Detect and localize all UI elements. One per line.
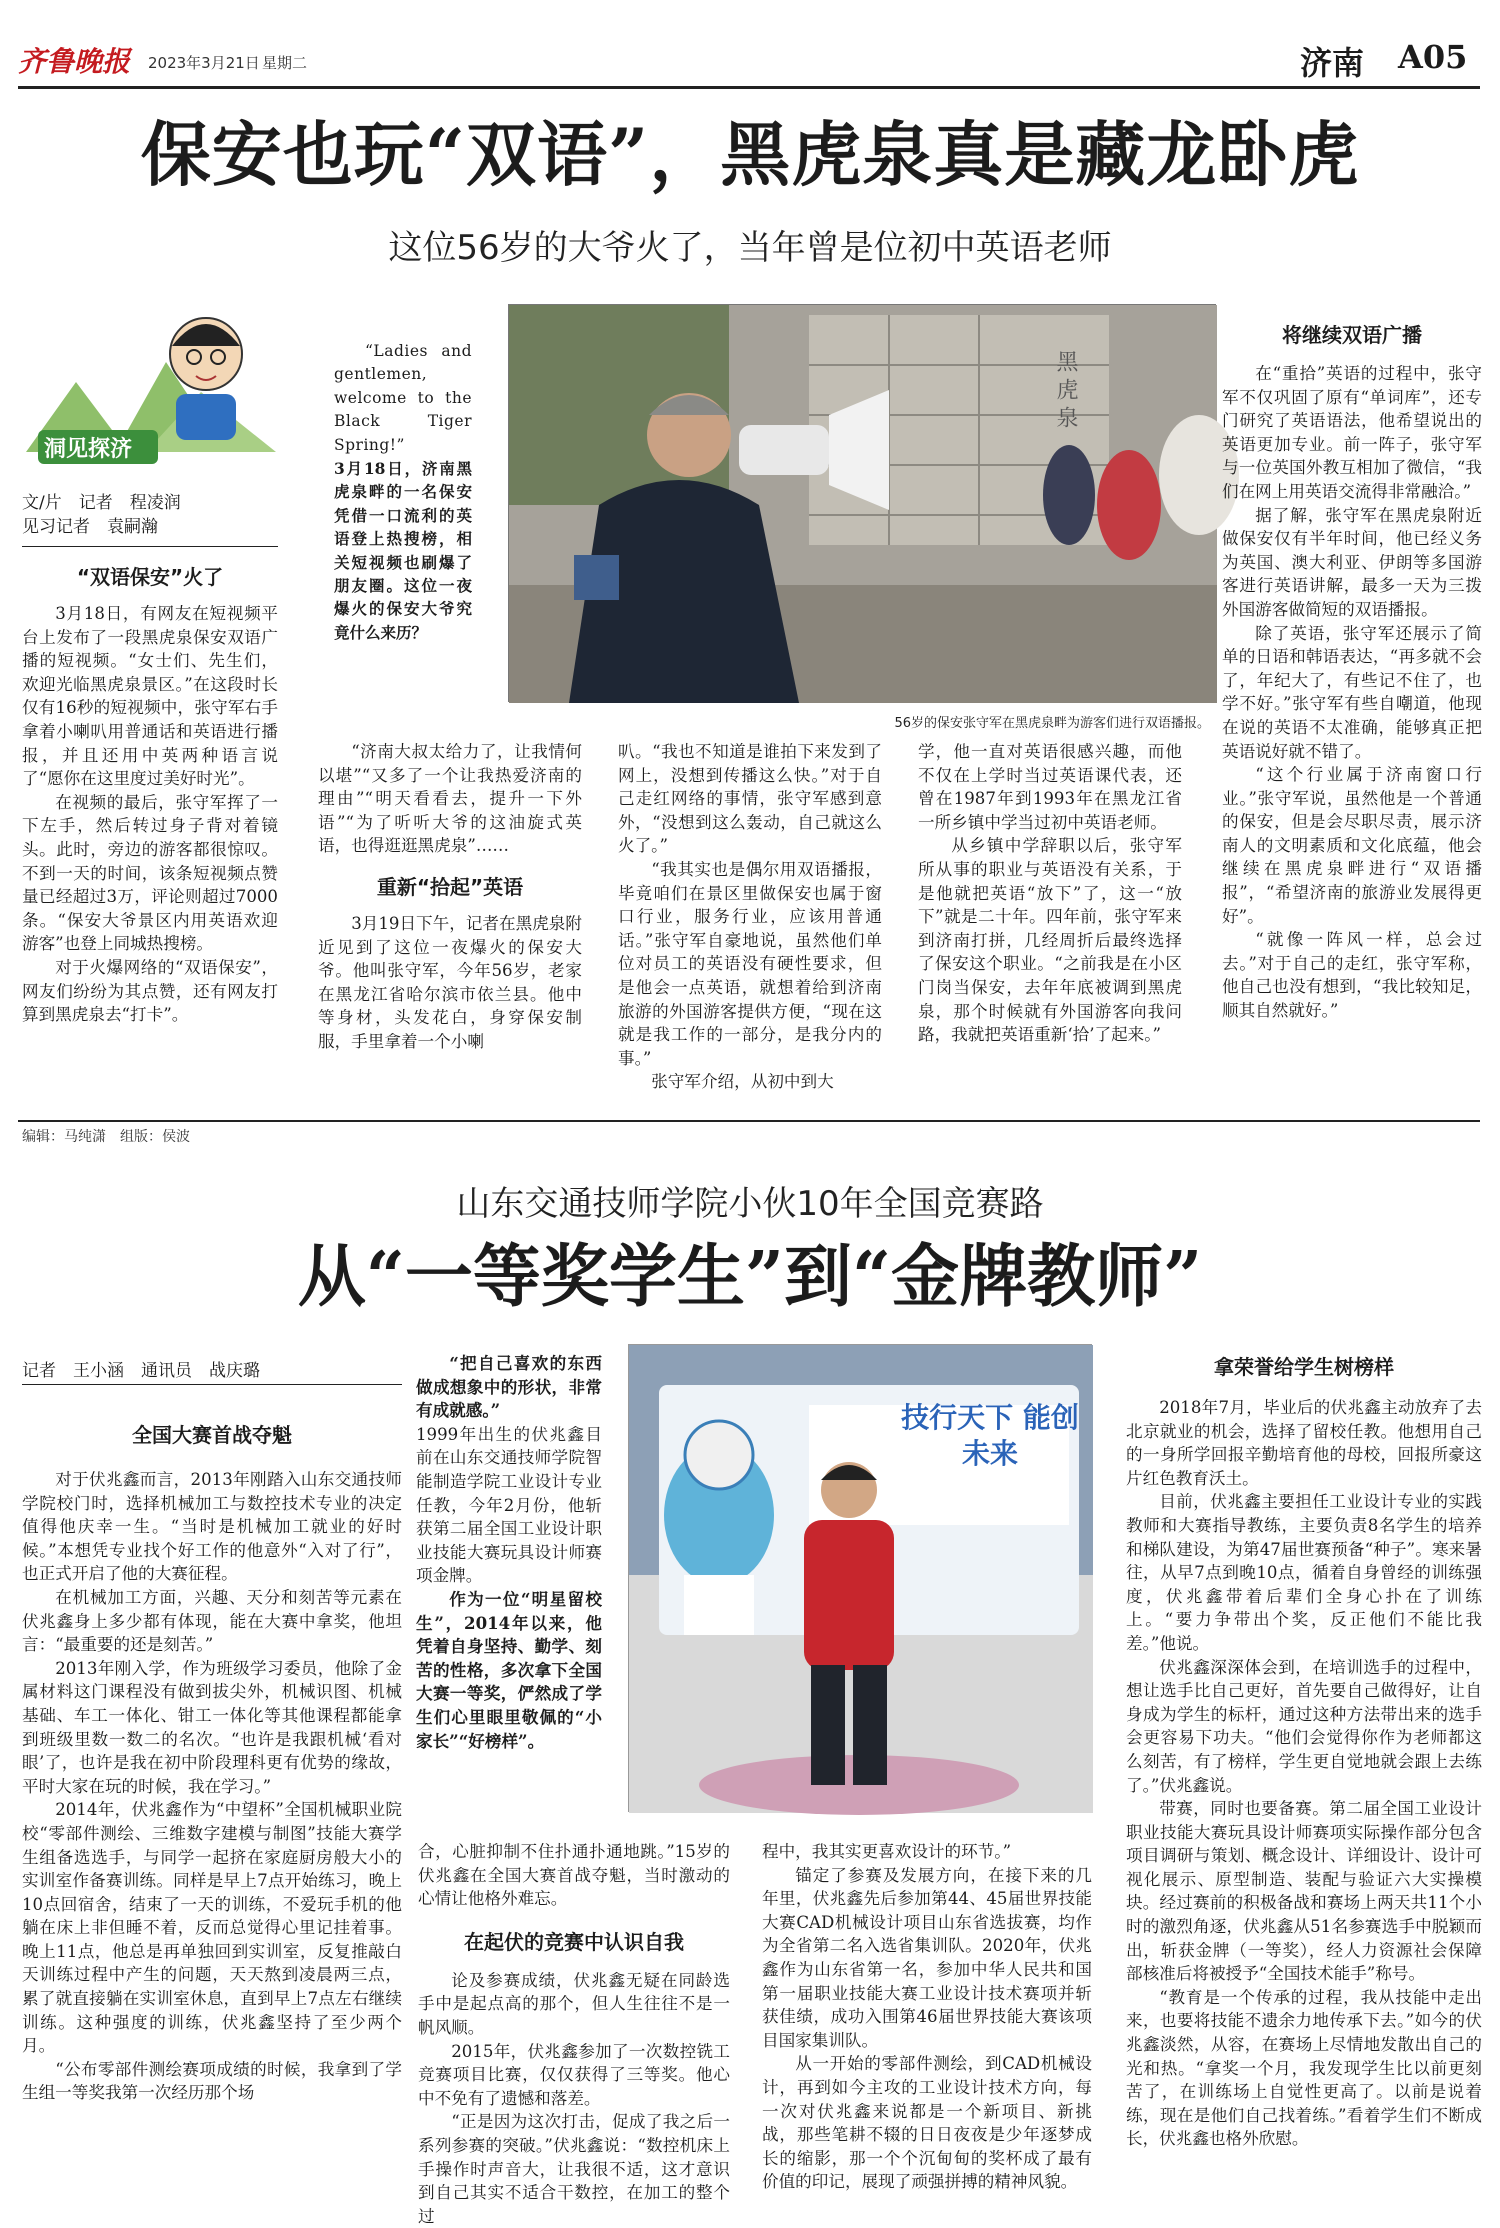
article2-headline: 从“一等奖学生”到“金牌教师” — [297, 1237, 1203, 1317]
section-title: 在起伏的竞赛中认识自我 — [464, 1929, 684, 1954]
lead-english: “Ladies and gentlemen, welcome to the Black Tiger Spring!” — [334, 342, 472, 454]
photo-banner-text: 技行天下 能创未来 — [901, 1401, 1079, 1470]
section-title: 将继续双语广播 — [1282, 323, 1422, 347]
paragraph: 目前，伏兆鑫主要担任工业设计专业的实践教师和大赛指导教练，主要负责8名学生的培养和梯队建设，为第47届世赛预备“种子”。寒来暑往，从早7点到晚10点，循着自身曾经的训练强度，伏兆鑫带着后辈们全身心扑在了训练上。“要力争带出个奖，反正他们不能比我差。”他说。 — [1126, 1492, 1482, 1653]
byline-rule-2 — [22, 1384, 402, 1385]
paragraph: 2013年刚入学，作为班级学习委员，他除了金属材料这门课程没有做到拔尖外，机械识图、机械基础、车工一体化、钳工一体化等其他课程都能拿到班级里数一数二的名次。“也许是我跟机械‘看对眼’了，也许是我在初中阶段理科更有优势的缘故，平时大家在玩的时候，我在学习。” — [22, 1658, 402, 1796]
lead-summary: 作为一位“明星留校生”，2014年以来，他凭着自身坚持、勤学、刻苦的性格，多次拿下全国大赛一等奖，俨然成了学生们心里眼里敬佩的“小家长”“好榜样”。 — [416, 1588, 602, 1751]
paragraph: 3月18日，有网友在短视频平台上发布了一段黑虎泉保安双语广播的短视频。“女士们、先生们，欢迎光临黑虎泉景区。”在这段时长仅有16秒的短视频中，张守军右手拿着小喇叭用普通话和英语进行播报，并且还用中英两种语言说了“愿你在这里度过美好时光”。 — [22, 604, 278, 789]
issue-weekday: 星期二 — [262, 54, 308, 72]
lead-intro: 1999年出生的伏兆鑫目前在山东交通技师学院智能制造学院工业设计专业任教，今年2月份，他斩获第二届全国工业设计职业技能大赛玩具设计师赛项金牌。 — [416, 1424, 602, 1586]
paragraph: 程中，我其实更喜欢设计的环节。” — [762, 1842, 1012, 1861]
byline-rule — [22, 546, 278, 547]
paragraph: 对于伏兆鑫而言，2013年刚踏入山东交通技师学院校门时，选择机械加工与数控技术专业的决定值得他庆幸一生。“当时是机械加工就业的好时候。”本想凭专业找个好工作的他意外“入对了行”，也正式开启了他的大赛征程。 — [22, 1470, 402, 1584]
photo-sign-text: 黑虎泉 — [1053, 350, 1078, 434]
paragraph: 锚定了参赛及发展方向，在接下来的几年里，伏兆鑫先后参加第44、45届世界技能大赛CAD机械设计项目山东省选拔赛，均作为全省第二名入选省集训队。2020年，伏兆鑫作为山东省第一名，参加中华人民共和国第一届职业技能大赛工业设计技术赛项并斩获佳绩，成功入围第46届世界技能大赛该项目国家集训队。 — [762, 1865, 1092, 2050]
paragraph: 据了解，张守军在黑虎泉附近做保安仅有半年时间，他已经义务为英国、澳大利亚、伊朗等多国游客进行英语讲解，最多一天为三拨外国游客做简短的双语播报。 — [1222, 505, 1482, 619]
paragraph: “就像一阵风一样，总会过去。”对于自己的走红，张守军称，他自己也没有想到，“我比较知足，顺其自然就好。” — [1222, 930, 1482, 1021]
paragraph: “济南大叔太给力了，让我情何以堪”“又多了一个让我热爱济南的理由”“明天看看去，提升一下外语”“为了听听大爷的这油旋式英语，也得逛逛黑虎泉”…… — [318, 742, 582, 856]
paragraph: “我其实也是偶尔用双语播报，毕竟咱们在景区里做保安也属于窗口行业，服务行业，应该用普通话。”张守军自豪地说，虽然他们单位对员工的英语没有硬性要求，但是他会一点英语，就想着给到济南旅游的外国游客提供方便，“现在这就是我工作的一部分，是我分内的事。” — [618, 859, 882, 1068]
article2-lead — [416, 1352, 602, 1832]
byline-reporter: 文/片 记者 程凌润 — [22, 493, 181, 513]
article1-column-5 — [1222, 320, 1482, 1110]
paragraph: 2018年7月，毕业后的伏兆鑫主动放弃了去北京就业的机会，选择了留校任教。他想用自己的一身所学回报辛勤培育他的母校，回报所豪这片红色教育沃土。 — [1126, 1398, 1482, 1488]
byline-intern: 见习记者 袁嗣瀚 — [22, 517, 158, 537]
article2-column-4 — [1126, 1352, 1482, 2202]
photo-caption: 56岁的保安张守军在黑虎泉畔为游客们进行双语播报。 — [894, 716, 1210, 731]
lead-quote: “把自己喜欢的东西做成想象中的形状，非常有成就感。” — [416, 1353, 602, 1421]
article-divider — [18, 1120, 1480, 1122]
paragraph: 在机械加工方面，兴趣、天分和刻苦等元素在伏兆鑫身上多少都有体现，能在大赛中拿奖，他坦言：“最重要的还是刻苦。” — [22, 1587, 402, 1655]
section-title: 拿荣誉给学生树榜样 — [1214, 1355, 1394, 1379]
paragraph: 论及参赛成绩，伏兆鑫无疑在同龄选手中是起点高的那个，但人生往往不是一帆风顺。 — [418, 1970, 730, 2037]
article1-photo — [508, 304, 1216, 702]
issue-date: 2023年3月21日 — [148, 54, 260, 72]
article1-lead — [334, 340, 472, 680]
paragraph: 伏兆鑫深深体会到，在培训选手的过程中，想让选手比自己更好，首先要自己做得好，让自身成为学生的标杆，通过这种方法带出来的选手会更容易下功夫。“他们会觉得你作为老师都这么刻苦，有了榜样，学生更自觉地就会跟上去练了。”伏兆鑫说。 — [1126, 1657, 1482, 1795]
paragraph: “教育是一个传承的过程，我从技能中走出来，也要将技能不遗余力地传承下去。”如今的伏兆鑫淡然，从容，在赛场上尽情地发散出自己的光和热。“拿奖一个月，我发现学生比以前更刻苦了，在训练场上自觉性更高了。以前是说着练，现在是他们自己找着练。”看着学生们不断成长，伏兆鑫也格外欣慰。 — [1126, 1987, 1482, 2149]
paragraph: 从一开始的零部件测绘，到CAD机械设计，再到如今主攻的工业设计技术方向，每一次对伏兆鑫来说都是一个新项目、新挑战，那些笔耕不辍的日日夜夜是少年逐梦成长的缩影，那一个个沉甸甸的奖杯成了最有价值的印记，展现了顽强拼搏的精神风貌。 — [762, 2054, 1092, 2192]
paragraph: 除了英语，张守军还展示了简单的日语和韩语表达，“再多就不会了，年纪大了，有些记不住了，也学不好。”张守军有些自嘲道，他现在说的英语不太准确，能够真正把英语说好就不错了。 — [1222, 623, 1482, 761]
article1-subheadline: 这位56岁的大爷火了，当年曾是位初中英语老师 — [388, 228, 1112, 268]
article1-column-3 — [618, 740, 882, 1108]
article2-byline: 记者 王小涵 通讯员 战庆璐 — [22, 1361, 260, 1381]
article2-kicker: 山东交通技师学院小伙10年全国竞赛路 — [456, 1184, 1044, 1224]
paragraph: 合，心脏抑制不住扑通扑通地跳。”15岁的伏兆鑫在全国大赛首战夺魁，当时激动的心情让他格外难忘。 — [418, 1842, 730, 1909]
section-title: 全国大赛首战夺魁 — [132, 1423, 292, 1447]
paragraph: 2014年，伏兆鑫作为“中望杯”全国机械职业院校“零部件测绘、三维数字建模与制图”技能大赛学生组备选选手，与同学一起挤在家庭厨房般大小的实训室作备赛训练。同样是早上7点开始练习，晚上10点回宿舍，结束了一天的训练，不爱玩手机的他躺在床上非但睡不着，反而总觉得心里记挂着事。晚上11点，他总是再单独回到实训室，反复推敲白天训练过程中产生的问题，天天熬到凌晨两三点，累了就直接躺在实训室休息，直到早上7点左右继续训练。这种强度的训练，伏兆鑫坚持了至少两个月。 — [22, 1800, 402, 2056]
article1-column-4 — [918, 740, 1182, 1108]
paragraph: 3月19日下午，记者在黑虎泉附近见到了这位一夜爆火的保安大爷。他叫张守军，今年56岁，老家在黑龙江省哈尔滨市依兰县。他中等身材，头发花白，身穿保安制服，手里拿着一个小喇 — [318, 913, 582, 1051]
header-rule — [18, 86, 1480, 89]
page-number: A05 — [1398, 38, 1468, 76]
article2-column-1 — [22, 1412, 402, 2202]
masthead: 齐鲁晚报 — [18, 45, 131, 78]
article2-column-3 — [762, 1840, 1092, 2202]
section-title: 重新“拾起”英语 — [376, 874, 524, 899]
section-name: 济南 — [1300, 44, 1365, 82]
paragraph: 叭。“我也不知道是谁拍下来发到了网上，没想到传播这么快。”对于自己走红网络的事情，张守军感到意外，“没想到这么轰动，自己就这么火了。” — [618, 742, 882, 856]
paragraph: 张守军介绍，从初中到大 — [651, 1072, 834, 1092]
editor-line: 编辑：马纯潇 组版：侯波 — [22, 1129, 190, 1145]
paragraph: 从乡镇中学辞职以后，张守军所从事的职业与英语没有关系，于是他就把英语“放下”了，这一“放下”就是二十年。四年前，张守军来到济南打拼，几经周折后最终选择了保安这个职业。“之前我是在小区门岗当保安，去年年底被调到黑虎泉，那个时候就有外国游客向我问路，我就把英语重新‘拾’了起来。” — [918, 836, 1182, 1045]
paragraph: “正是因为这次打击，促成了我之后一系列参赛的突破。”伏兆鑫说：“数控机床上手操作时声音大，让我很不适，这才意识到自己其实不适合干数控，在加工的整个过 — [418, 2112, 730, 2226]
paragraph: 在视频的最后，张守军挥了一下左手，然后转过身子背对着镜头。此时，旁边的游客都很惊叹。不到一天的时间，该条短视频点赞量已经超过3万，评论则超过7000条。“保安大爷景区内用英语欢迎游客”也登上同城热搜榜。 — [22, 792, 278, 954]
article1-column-1 — [22, 558, 278, 1108]
paragraph: 在“重拾”英语的过程中，张守军不仅巩固了原有“单词库”，还专门研究了英语语法，他希望说出的英语更加专业。前一阵子，张守军与一位英国外教互相加了微信，“我们在网上用英语交流得非常融洽。” — [1222, 364, 1482, 501]
article1-headline: 保安也玩“双语”，黑虎泉真是藏龙卧虎 — [140, 113, 1360, 196]
lead-chinese: 3月18日，济南黑虎泉畔的一名保安凭借一口流利的英语登上热搜榜，相关短视频也刷爆了朋友圈。这位一夜爆火的保安大爷究竟什么来历？ — [334, 459, 472, 642]
paragraph: “公布零部件测绘赛项成绩的时候，我拿到了学生组一等奖我第一次经历那个场 — [22, 2059, 402, 2103]
section-title: “双语保安”火了 — [76, 565, 224, 589]
paragraph: 对于火爆网络的“双语保安”，网友们纷纷为其点赞，还有网友打算到黑虎泉去“打卡”。 — [22, 957, 278, 1025]
column-logo-text: 洞见探济 — [44, 437, 133, 462]
photo-guard-with-megaphone-icon — [509, 305, 1217, 703]
article1-column-2 — [318, 740, 582, 1108]
paragraph: “这个行业属于济南窗口行业。”张守军说，虽然他是一个普通的保安，但是会尽职尽责，展示济南人的文明素质和文化底蕴，他会继续在黑虎泉畔进行“双语播报”，“希望济南的旅游业发展得更好”。 — [1222, 765, 1482, 926]
paragraph: 带赛，同时也要备赛。第二届全国工业设计职业技能大赛玩具设计师赛项实际操作部分包含项目调研与策划、概念设计、详细设计、设计可视化展示、原型制造、装配与验证六大实操模块。经过赛前的积极备战和赛场上两天共11个小时的激烈角逐，伏兆鑫从51名参赛选手中脱颖而出，斩获金牌（一等奖），经人力资源社会保障部核准后将被授予“全国技术能手”称号。 — [1126, 1799, 1482, 1984]
paragraph: 学，他一直对英语很感兴趣，而他不仅在上学时当过英语课代表，还曾在1987年到1993年在黑龙江省一所乡镇中学当过初中英语老师。 — [918, 742, 1182, 832]
paragraph: 2015年，伏兆鑫参加了一次数控铣工竞赛项目比赛，仅仅获得了三等奖。他心中不免有了遗憾和落差。 — [418, 2041, 730, 2108]
article2-column-2 — [418, 1840, 730, 2226]
